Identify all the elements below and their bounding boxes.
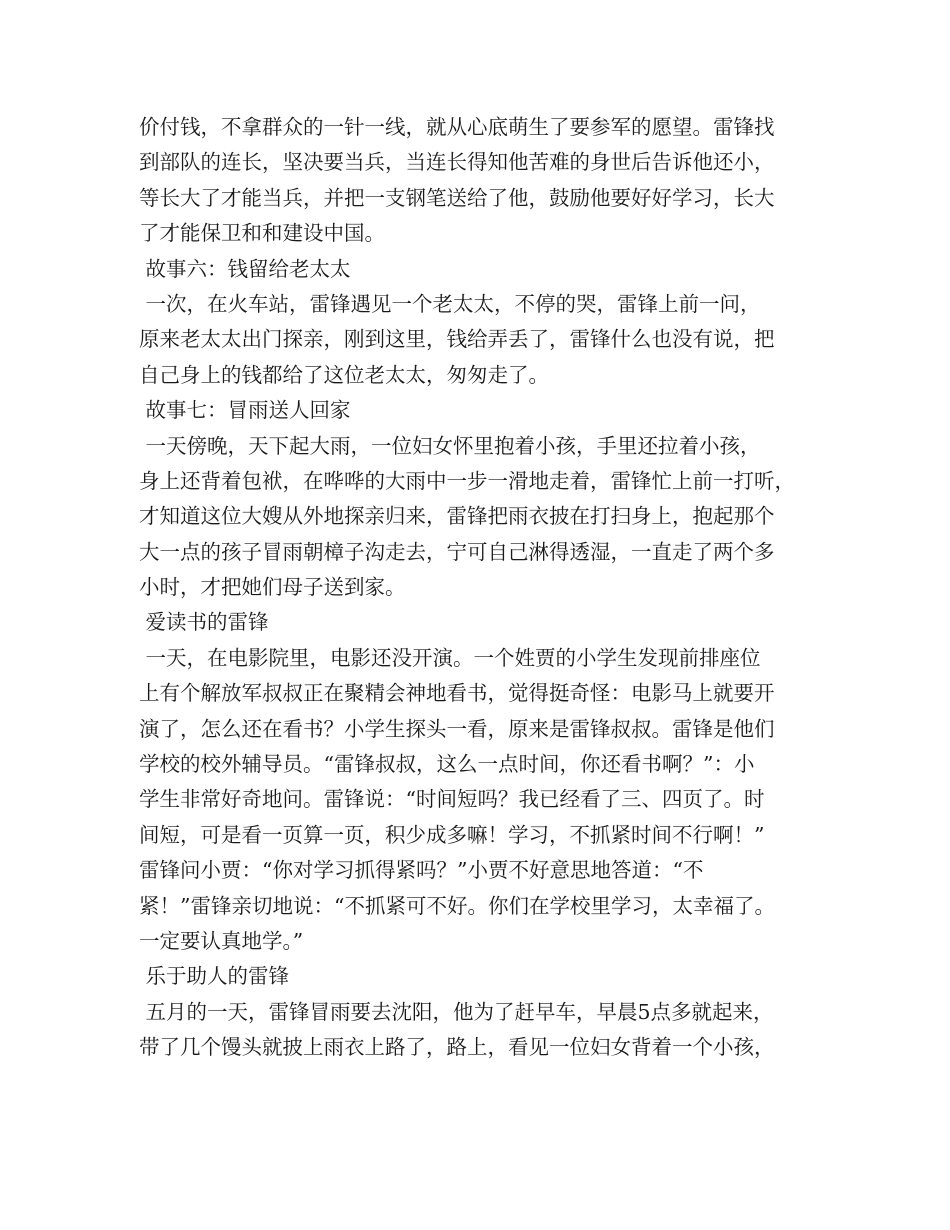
text-line: 一天，在电影院里，电影还没开演。一个姓贾的小学生发现前排座位: [139, 645, 761, 670]
text-line: 演了，怎么还在看书？小学生探头一看，原来是雷锋叔叔。雷锋是他们: [139, 716, 775, 741]
section-heading-helping: 乐于助人的雷锋: [139, 964, 290, 989]
text-line: 小时，才把她们母子送到家。: [139, 575, 406, 600]
text-line: 原来老太太出门探亲，刚到这里，钱给弄丢了，雷锋什么也没有说，把: [139, 327, 775, 352]
section-heading-story-six: 故事六：钱留给老太太: [139, 256, 351, 281]
section-heading-reading: 爱读书的雷锋: [139, 610, 269, 635]
section-heading-story-seven: 故事七：冒雨送人回家: [139, 398, 351, 423]
text-line: 一次，在火车站，雷锋遇见一个老太太，不停的哭，雷锋上前一问，: [139, 291, 761, 316]
text-line: 大一点的孩子冒雨朝樟子沟走去，宁可自己淋得透湿，一直走了两个多: [139, 539, 775, 564]
text-line: 才知道这位大嫂从外地探亲归来，雷锋把雨衣披在打扫身上，抱起那个: [139, 504, 775, 529]
text-line: 五月的一天，雷锋冒雨要去沈阳，他为了赶早车，早晨5点多就起来，: [139, 999, 774, 1024]
text-line: 上有个解放军叔叔正在聚精会神地看书，觉得挺奇怪：电影马上就要开: [139, 681, 775, 706]
text-line: 等长大了才能当兵，并把一支钢笔送给了他，鼓励他要好好学习，长大: [139, 185, 775, 210]
text-line: 一天傍晚，天下起大雨，一位妇女怀里抱着小孩，手里还拉着小孩，: [139, 433, 761, 458]
body-text: [139, 110, 839, 1066]
text-line: 学生非常好奇地问。雷锋说：“时间短吗？我已经看了三、四页了。时: [139, 787, 765, 812]
text-line: 雷锋问小贾：“你对学习抓得紧吗？”小贾不好意思地答道：“不: [139, 858, 704, 883]
text-line: 到部队的连长，坚决要当兵，当连长得知他苦难的身世后告诉他还小，: [139, 150, 775, 175]
text-line: 学校的校外辅导员。“雷锋叔叔，这么一点时间，你还看书啊？”：小: [139, 752, 755, 777]
text-line: 一定要认真地学。”: [139, 928, 304, 953]
text-line: 带了几个馒头就披上雨衣上路了，路上，看见一位妇女背着一个小孩，: [139, 1035, 775, 1060]
text-line: 了才能保卫和和建设中国。: [139, 221, 385, 246]
text-line: 价付钱，不拿群众的一针一线，就从心底萌生了要参军的愿望。雷锋找: [139, 115, 775, 139]
text-line: 自己身上的钱都给了这位老太太，匆匆走了。: [139, 362, 549, 387]
text-line: 紧！”雷锋亲切地说：“不抓紧可不好。你们在学校里学习，太幸福了。: [139, 893, 775, 918]
text-line: 身上还背着包袱，在哗哗的大雨中一步一滑地走着，雷锋忙上前一打听，: [139, 468, 795, 493]
text-line: 间短，可是看一页算一页，积少成多嘛！学习，不抓紧时间不行啊！”: [139, 822, 765, 847]
